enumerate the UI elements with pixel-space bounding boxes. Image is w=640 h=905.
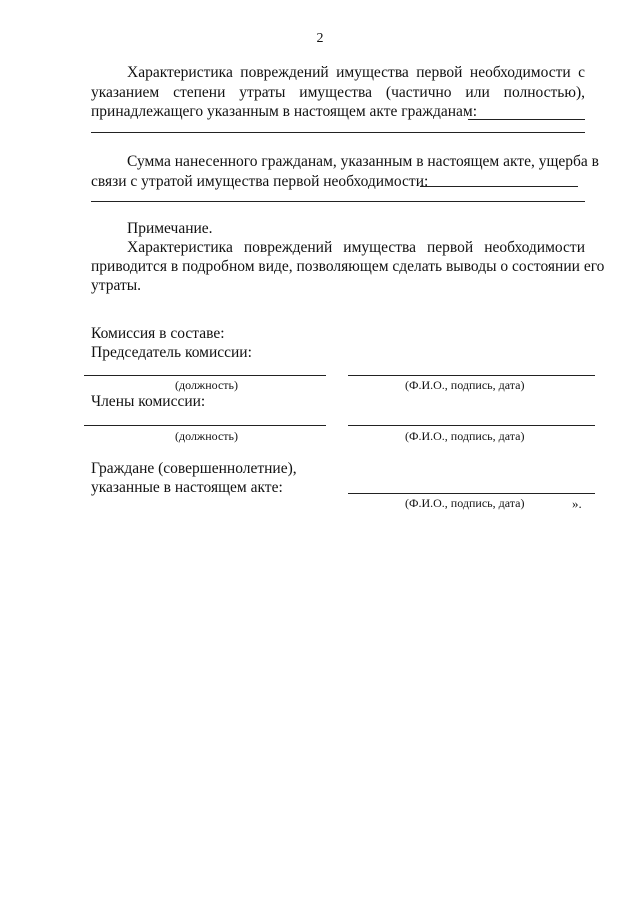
citizens-signature-caption: (Ф.И.О., подпись, дата) [405,496,525,510]
commission-composition-label: Комиссия в составе: [91,325,225,342]
citizens-label-line-2: указанные в настоящем акте: [91,479,283,496]
note-heading: Примечание. [127,220,213,237]
damage-sum-fill-line-2 [91,201,585,202]
note-line-3: утраты. [91,277,142,294]
chair-signature-caption: (Ф.И.О., подпись, дата) [405,378,525,392]
note-line-1: Характеристика повреждений имущества первой необходимости [127,239,585,256]
citizens-signature-line [348,493,595,494]
chair-signature-line [348,375,595,376]
member-signature-caption: (Ф.И.О., подпись, дата) [405,429,525,443]
member-signature-line [348,425,595,426]
chair-position-line [84,375,326,376]
damage-characteristics-fill-line-2 [91,132,585,133]
chair-position-caption: (должность) [175,378,238,392]
commission-chair-label: Председатель комиссии: [91,344,252,361]
damage-characteristics-line-3: принадлежащего указанным в настоящем акте гражданам: [91,103,478,120]
damage-characteristics-line-2: указанием степени утраты имущества (частично или полностью), [91,84,585,101]
damage-characteristics-line-1: Характеристика повреждений имущества первой необходимости с [127,64,585,81]
page-number: 2 [316,31,324,46]
closing-quote: ». [572,496,582,511]
member-position-line [84,425,326,426]
commission-members-label: Члены комиссии: [91,393,206,410]
member-position-caption: (должность) [175,429,238,443]
damage-sum-line-2: связи с утратой имущества первой необходимости: [91,173,429,190]
damage-sum-line-1: Сумма нанесенного гражданам, указанным в настоящем акте, ущерба в [127,153,599,170]
damage-sum-fill-line [420,186,578,187]
note-line-2: приводится в подробном виде, позволяющем сделать выводы о состоянии его [91,258,605,275]
damage-characteristics-fill-line [468,119,585,120]
citizens-label-line-1: Граждане (совершеннолетние), [91,460,297,477]
